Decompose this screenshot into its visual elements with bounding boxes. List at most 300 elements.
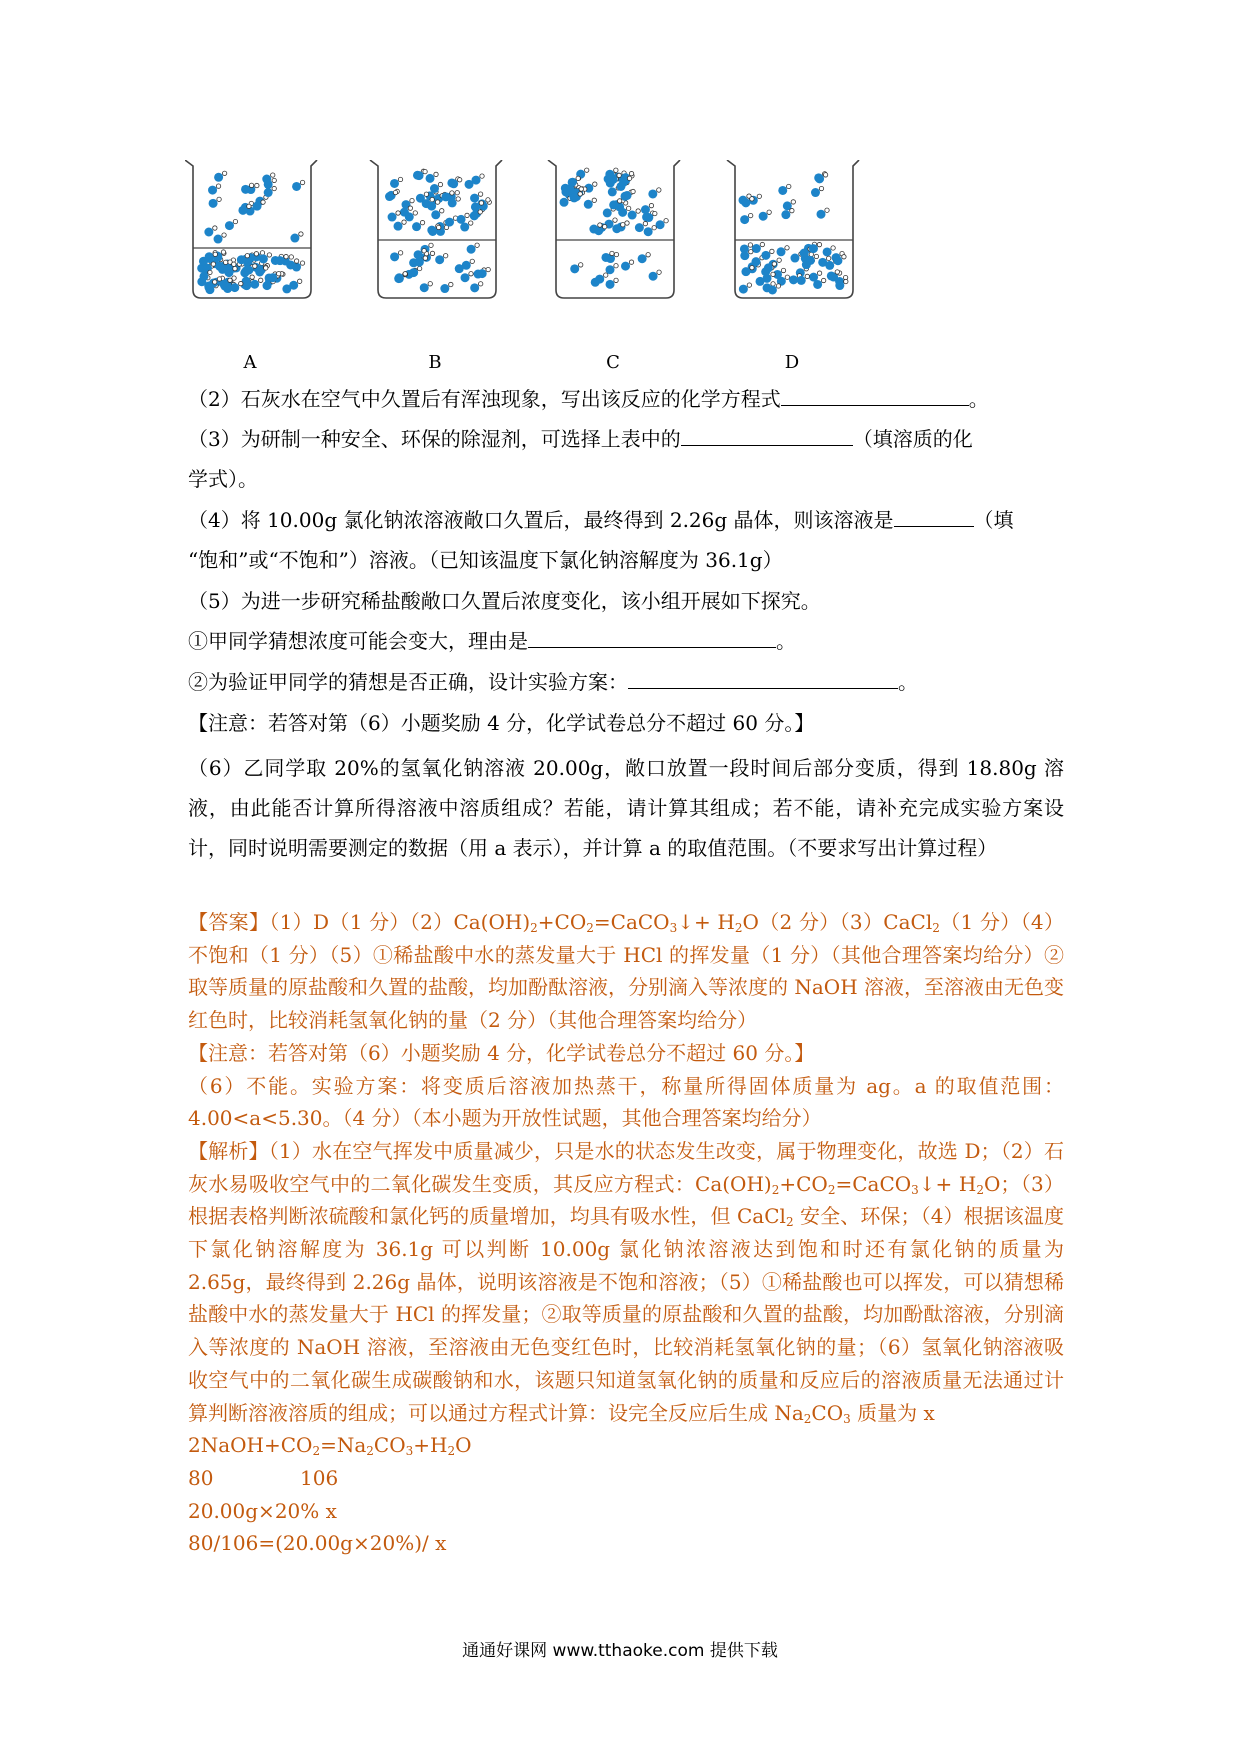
atom: [438, 182, 442, 186]
molecule: [618, 208, 627, 217]
atom: [267, 253, 271, 257]
molecule: [428, 227, 437, 236]
atom: [213, 280, 217, 284]
equation-line: [188, 1429, 1064, 1462]
atom: [626, 206, 630, 210]
atom: [604, 273, 608, 277]
molecule: [560, 198, 569, 207]
molecule: [570, 264, 579, 273]
atom: [479, 201, 483, 205]
question-4-text: （4）将 10.00g 氯化钠浓溶液敞口久置后，最终得到 2.26g 晶体，则该溶液是: [188, 508, 894, 532]
atom: [410, 198, 414, 202]
atom: [835, 270, 839, 274]
atom: [592, 198, 596, 202]
answer-text: O（2 分）（3）CaCl: [742, 910, 933, 934]
atom: [239, 281, 243, 285]
atom: [247, 204, 251, 208]
atom: [299, 232, 303, 236]
answer-blank: [528, 625, 776, 648]
molecule: [623, 191, 632, 200]
molecule: [208, 186, 217, 195]
question-6: [188, 748, 1064, 868]
atom: [259, 278, 263, 282]
answer-blank: [628, 666, 898, 689]
atom: [819, 186, 823, 190]
molecule: [815, 174, 824, 183]
molecule: [827, 271, 836, 280]
atom: [772, 262, 776, 266]
atom: [614, 263, 618, 267]
atom: [842, 255, 846, 259]
subscript: 2: [366, 1444, 374, 1459]
atom: [750, 265, 754, 269]
atom: [614, 278, 618, 282]
atom: [748, 243, 752, 247]
molecule: [781, 210, 790, 219]
atom: [422, 248, 426, 252]
subscript: 2: [530, 921, 538, 935]
molecule: [292, 182, 301, 191]
atom: [649, 203, 653, 207]
atom: [222, 171, 226, 175]
molecule: [462, 261, 471, 270]
atom: [770, 249, 774, 253]
atom: [825, 208, 829, 212]
molecule: [833, 256, 842, 265]
subscript: 2: [976, 1182, 985, 1197]
answer-text: +CO: [537, 910, 587, 934]
beaker-2: [548, 160, 680, 298]
atom: [429, 243, 433, 247]
equation-text: O: [455, 1433, 472, 1458]
atom: [424, 192, 428, 196]
molecule: [412, 222, 421, 231]
atom: [653, 211, 657, 215]
atom: [436, 225, 440, 229]
atom: [478, 192, 482, 196]
subscript: 2: [827, 1182, 836, 1197]
atom: [757, 194, 761, 198]
subscript: 3: [405, 1444, 414, 1459]
beaker-1: [370, 160, 502, 298]
question-5-intro: [188, 584, 1064, 618]
molecule: [648, 189, 657, 198]
molecule: [250, 280, 259, 289]
page-footer: 通通好课网 www.tthaoke.com 提供下载: [462, 1641, 778, 1661]
molecule: [739, 285, 748, 294]
atom: [455, 191, 459, 195]
atom: [657, 188, 661, 192]
molecule: [609, 200, 618, 209]
atom: [621, 223, 625, 227]
molar-mass-left: 80: [188, 1465, 214, 1490]
molecule: [268, 273, 277, 282]
atom: [576, 176, 580, 180]
molecule: [649, 272, 658, 281]
atom: [300, 180, 304, 184]
molecule: [199, 272, 208, 281]
atom: [208, 270, 212, 274]
atom: [272, 186, 276, 190]
question-2-text: （2）石灰水在空气中久置后有浑浊现象，写出该反应的化学方程式: [188, 387, 781, 411]
molecule: [225, 221, 234, 230]
atom: [284, 254, 288, 258]
analysis-text: ↓+ H: [918, 1171, 977, 1196]
atom: [785, 275, 789, 279]
atom: [443, 254, 447, 258]
molecule: [461, 273, 470, 282]
molecule: [215, 262, 224, 271]
molecule: [237, 255, 246, 264]
atom: [613, 218, 617, 222]
analysis-text: 【解析】（1）水在空气挥发中质量减少，只是水的状态发生改变，属于物理变化，故选 D；（2）石灰水易吸收空气中的二氧化碳发生变质，其反应方程式：Ca(OH): [188, 1138, 1064, 1196]
equation-text: =Na: [320, 1433, 367, 1458]
molecule: [214, 173, 223, 182]
atom: [790, 208, 794, 212]
atom: [593, 182, 597, 186]
molar-mass-line: [188, 1462, 1064, 1495]
molecule: [388, 213, 397, 222]
answer-blank: [681, 423, 853, 446]
molecule: [809, 273, 818, 282]
atom: [233, 219, 237, 223]
question-6-text: （6）乙同学取 20%的氢氧化钠溶液 20.00g，敞口放置一段时间后部分变质，得到 18.80g 溶液，由此能否计算所得溶液中溶质组成？若能，请计算其组成；若不能，请补充完成实验方案设计，同时说明需要测定的数据（用 a 表示），并计算 a 的取值范围。（不要求写出计算过程）: [188, 756, 1064, 860]
molecule: [264, 180, 273, 189]
subscript: 2: [785, 1215, 794, 1230]
atom: [614, 168, 618, 172]
atom: [760, 242, 764, 246]
molecule: [768, 285, 777, 294]
molecule: [415, 258, 424, 267]
punct: 。: [898, 670, 918, 694]
beaker-0: [185, 160, 317, 298]
atom: [253, 264, 257, 268]
molecule: [740, 244, 749, 253]
atom: [430, 251, 434, 255]
molecule: [790, 254, 799, 263]
atom: [456, 197, 460, 201]
molecule: [641, 205, 650, 214]
atom: [579, 187, 583, 191]
atom: [831, 246, 835, 250]
atom: [245, 254, 249, 258]
molecule: [761, 251, 770, 260]
atom: [486, 198, 490, 202]
molecule: [740, 215, 749, 224]
atom: [216, 184, 220, 188]
atom: [814, 254, 818, 258]
atom: [221, 250, 225, 254]
molecule: [835, 281, 844, 290]
molecule: [656, 220, 665, 229]
question-5-sub-2: [188, 665, 1064, 699]
molecule: [263, 281, 272, 290]
analysis-text: O；（3）根据表格判断浓硫酸和氯化钙的质量增加，均具有吸水性，但 CaCl: [188, 1171, 1064, 1229]
mass-line: 20.00g×20% x: [188, 1498, 337, 1523]
atom: [396, 211, 400, 215]
atom: [297, 279, 301, 283]
atom: [578, 192, 582, 196]
molecule: [441, 192, 450, 201]
atom: [300, 261, 304, 265]
atom: [767, 210, 771, 214]
subscript: 3: [843, 1411, 851, 1426]
atom: [787, 184, 791, 188]
molecule: [471, 202, 480, 211]
molecule: [255, 267, 264, 276]
atom: [771, 282, 775, 286]
molecule: [800, 249, 809, 258]
atom: [614, 252, 618, 256]
molecule: [806, 256, 815, 265]
atom: [289, 255, 293, 259]
atom: [470, 259, 474, 263]
analysis-text: 质量为 x: [850, 1400, 935, 1425]
molecule: [253, 202, 262, 211]
molecule: [395, 273, 404, 282]
molecule: [817, 210, 826, 219]
molecule: [797, 276, 806, 285]
atom: [771, 272, 775, 276]
atom: [232, 262, 236, 266]
analysis: [188, 1135, 1064, 1429]
molecule: [741, 198, 750, 207]
atom: [821, 278, 825, 282]
molecule: [405, 212, 414, 221]
atom: [749, 249, 753, 253]
molecule: [457, 215, 466, 224]
molecule: [205, 254, 214, 263]
atom: [260, 251, 264, 255]
atom: [631, 189, 635, 193]
molecule: [764, 263, 773, 272]
molecule: [435, 255, 444, 264]
equation-text: CO: [373, 1433, 406, 1458]
molecule: [603, 208, 612, 217]
molar-mass-right: 106: [300, 1465, 339, 1490]
atom: [617, 173, 621, 177]
atom: [747, 283, 751, 287]
atom: [817, 271, 821, 275]
atom: [478, 210, 482, 214]
molecule: [811, 188, 820, 197]
molecule: [290, 234, 299, 243]
molecule: [390, 252, 399, 261]
molecule: [219, 280, 228, 289]
question-3-line-2-text: 学式）。: [188, 467, 258, 491]
atom: [465, 213, 469, 217]
atom: [440, 209, 444, 213]
beaker-label-c: C: [606, 352, 620, 373]
proportion-line: 80/106=(20.00g×20%)/ x: [188, 1531, 447, 1556]
analysis-text: =CaCO: [835, 1171, 912, 1196]
molecule: [238, 206, 247, 215]
punct: 。: [776, 629, 796, 653]
atom: [398, 177, 402, 181]
atom: [629, 171, 633, 175]
subscript: 2: [771, 1182, 780, 1197]
beaker-3: [727, 160, 859, 298]
molecule: [605, 170, 614, 179]
molecule: [427, 202, 436, 211]
molecule: [204, 281, 213, 290]
atom: [413, 211, 417, 215]
answer-blank: [781, 383, 969, 406]
atom: [223, 260, 227, 264]
atom: [261, 200, 265, 204]
question-3-line-2: [188, 462, 1064, 496]
molecule: [601, 253, 610, 262]
atom: [423, 256, 427, 260]
atom: [486, 267, 490, 271]
molecule: [276, 256, 285, 265]
bonus-note: [188, 706, 1064, 740]
question-3-line-1: [188, 422, 1064, 456]
atom: [579, 263, 583, 267]
molecule: [420, 283, 429, 292]
atom: [617, 199, 621, 203]
atom: [652, 225, 656, 229]
atom: [817, 242, 821, 246]
answer-blank: [894, 504, 974, 527]
molecule: [777, 247, 786, 256]
beaker-label-a: A: [243, 352, 257, 373]
subscript: 2: [447, 1444, 456, 1459]
atom: [610, 251, 614, 255]
subscript: 2: [932, 921, 940, 935]
molecule: [430, 184, 439, 193]
molecule: [431, 210, 440, 219]
molecule: [445, 218, 454, 227]
molecule: [628, 211, 637, 220]
molecule: [409, 268, 418, 277]
molecule: [823, 247, 832, 256]
atom: [750, 197, 754, 201]
atom: [423, 169, 427, 173]
molecule: [644, 227, 653, 236]
atom: [748, 213, 752, 217]
equation-text: 2NaOH+CO: [188, 1433, 313, 1458]
question-4-line-1: [188, 503, 1064, 537]
atom: [776, 284, 780, 288]
molecule: [568, 178, 577, 187]
molecule: [584, 200, 593, 209]
analysis-text: +CO: [779, 1171, 828, 1196]
answer-block: [188, 906, 1064, 1560]
atom: [449, 282, 453, 286]
question-4-end: （填: [973, 508, 1014, 532]
atom: [417, 266, 421, 270]
atom: [781, 268, 785, 272]
answer-text: =CaCO: [593, 910, 670, 934]
atom: [480, 174, 484, 178]
atom: [805, 274, 809, 278]
molecule: [470, 194, 479, 203]
atom: [217, 197, 221, 201]
answer-text: （1 分）（4）不饱和（1 分）（5）①稀盐酸中水的蒸发量大于 HCl 的挥发量（1 分）（其他合理答案均给分）②取等质量的原盐酸和久置的盐酸，均加酚酞溶液，分别滴入等浓度的 NaOH 溶液，至溶液由无色变红色时，比较消耗氢氧化钠的量（2 分）（其他合理答案均给分）: [188, 910, 1064, 1033]
analysis-text: 安全、环保；（4）根据该温度下氯化钠溶解度为 36.1g 可以判断 10.00g 氯化钠浓溶液达到饱和时还有氯化钠的质量为 2.65g，最终得到 2.26g 晶体，说明该溶液是不饱和溶液；（5）①稀盐酸也可以挥发，可以猜想稀盐酸中水的蒸发量大于 HCl 的挥发量；②取等质量的原盐酸和久置的盐酸，均加酚酞溶液，分别滴入等浓度的 NaOH 溶液，至溶液由无色变红色时，比较消耗氢氧化钠的量；（6）氢氧化钠溶液吸收空气中的二氧化碳生成碳酸钠和水，该题只知道氢氧化钠的质量和反应后的溶液质量无法通过计算判断溶液溶质的组成；可以通过方程式计算：设完全反应后生成 Na: [188, 1204, 1064, 1425]
atom: [393, 190, 397, 194]
atom: [435, 200, 439, 204]
molecule: [470, 283, 479, 292]
answer-text: 【答案】（1）D（1 分）（2）Ca(OH): [188, 910, 531, 934]
molecule: [426, 174, 435, 183]
molecule: [595, 275, 604, 284]
atom: [627, 176, 631, 180]
molecule: [472, 176, 481, 185]
atom: [428, 282, 432, 286]
molecule: [214, 235, 223, 244]
atom: [217, 277, 221, 281]
atom: [213, 226, 217, 230]
atom: [657, 270, 661, 274]
atom: [233, 266, 237, 270]
atom: [646, 253, 650, 257]
molecule: [789, 275, 798, 284]
molecule: [635, 223, 644, 232]
molecule: [385, 192, 394, 201]
atom: [643, 221, 647, 225]
molecule: [741, 267, 750, 276]
atom: [213, 252, 217, 256]
atom: [272, 178, 276, 182]
beaker-label-d: D: [784, 352, 800, 373]
subscript: 2: [803, 1411, 812, 1426]
atom: [791, 200, 795, 204]
atom: [844, 279, 848, 283]
molecule: [244, 266, 253, 275]
subscript: 3: [669, 921, 678, 935]
molecule: [209, 199, 218, 208]
molecule: [241, 185, 250, 194]
atom: [434, 172, 438, 176]
molecule: [440, 284, 449, 293]
atom: [403, 272, 407, 276]
atom: [475, 243, 479, 247]
molecule: [612, 224, 621, 233]
molecule: [751, 257, 760, 266]
molecule: [608, 187, 617, 196]
atom: [664, 219, 668, 223]
question-5-intro-text: （5）为进一步研究稀盐酸敞口久置后浓度变化，该小组开展如下探究。: [188, 589, 821, 613]
atom: [250, 275, 254, 279]
bonus-note-text: 【注意：若答对第（6）小题奖励 4 分，化学试卷总分不超过 60 分。】: [188, 711, 815, 735]
subscript: 3: [911, 1182, 919, 1197]
atom: [249, 183, 253, 187]
atom: [598, 223, 602, 227]
beaker-label-b: B: [428, 352, 442, 373]
molecule: [606, 280, 615, 289]
question-5-sub-1-text: ①甲同学猜想浓度可能会变大，理由是: [188, 629, 528, 653]
atom: [585, 168, 589, 172]
atom: [469, 272, 473, 276]
question-4-line-2: [188, 543, 1064, 577]
molecule: [818, 258, 827, 267]
question-3-text: （3）为研制一种安全、环保的除湿剂，可选择上表中的: [188, 427, 681, 451]
question-4-line-2-text: “饱和”或“不饱和”）溶液。（已知该温度下氯化钠溶解度为 36.1g）: [188, 548, 783, 572]
atom: [402, 220, 406, 224]
atom: [777, 258, 781, 262]
question-3-end: （填溶质的化: [852, 427, 973, 451]
atom: [823, 173, 827, 177]
atom: [420, 220, 424, 224]
atom: [264, 266, 268, 270]
molecule: [204, 228, 213, 237]
equation-text: +H: [413, 1433, 448, 1458]
atom: [398, 251, 402, 255]
answer-text: ↓+ H: [677, 910, 735, 934]
molecule: [460, 223, 469, 232]
